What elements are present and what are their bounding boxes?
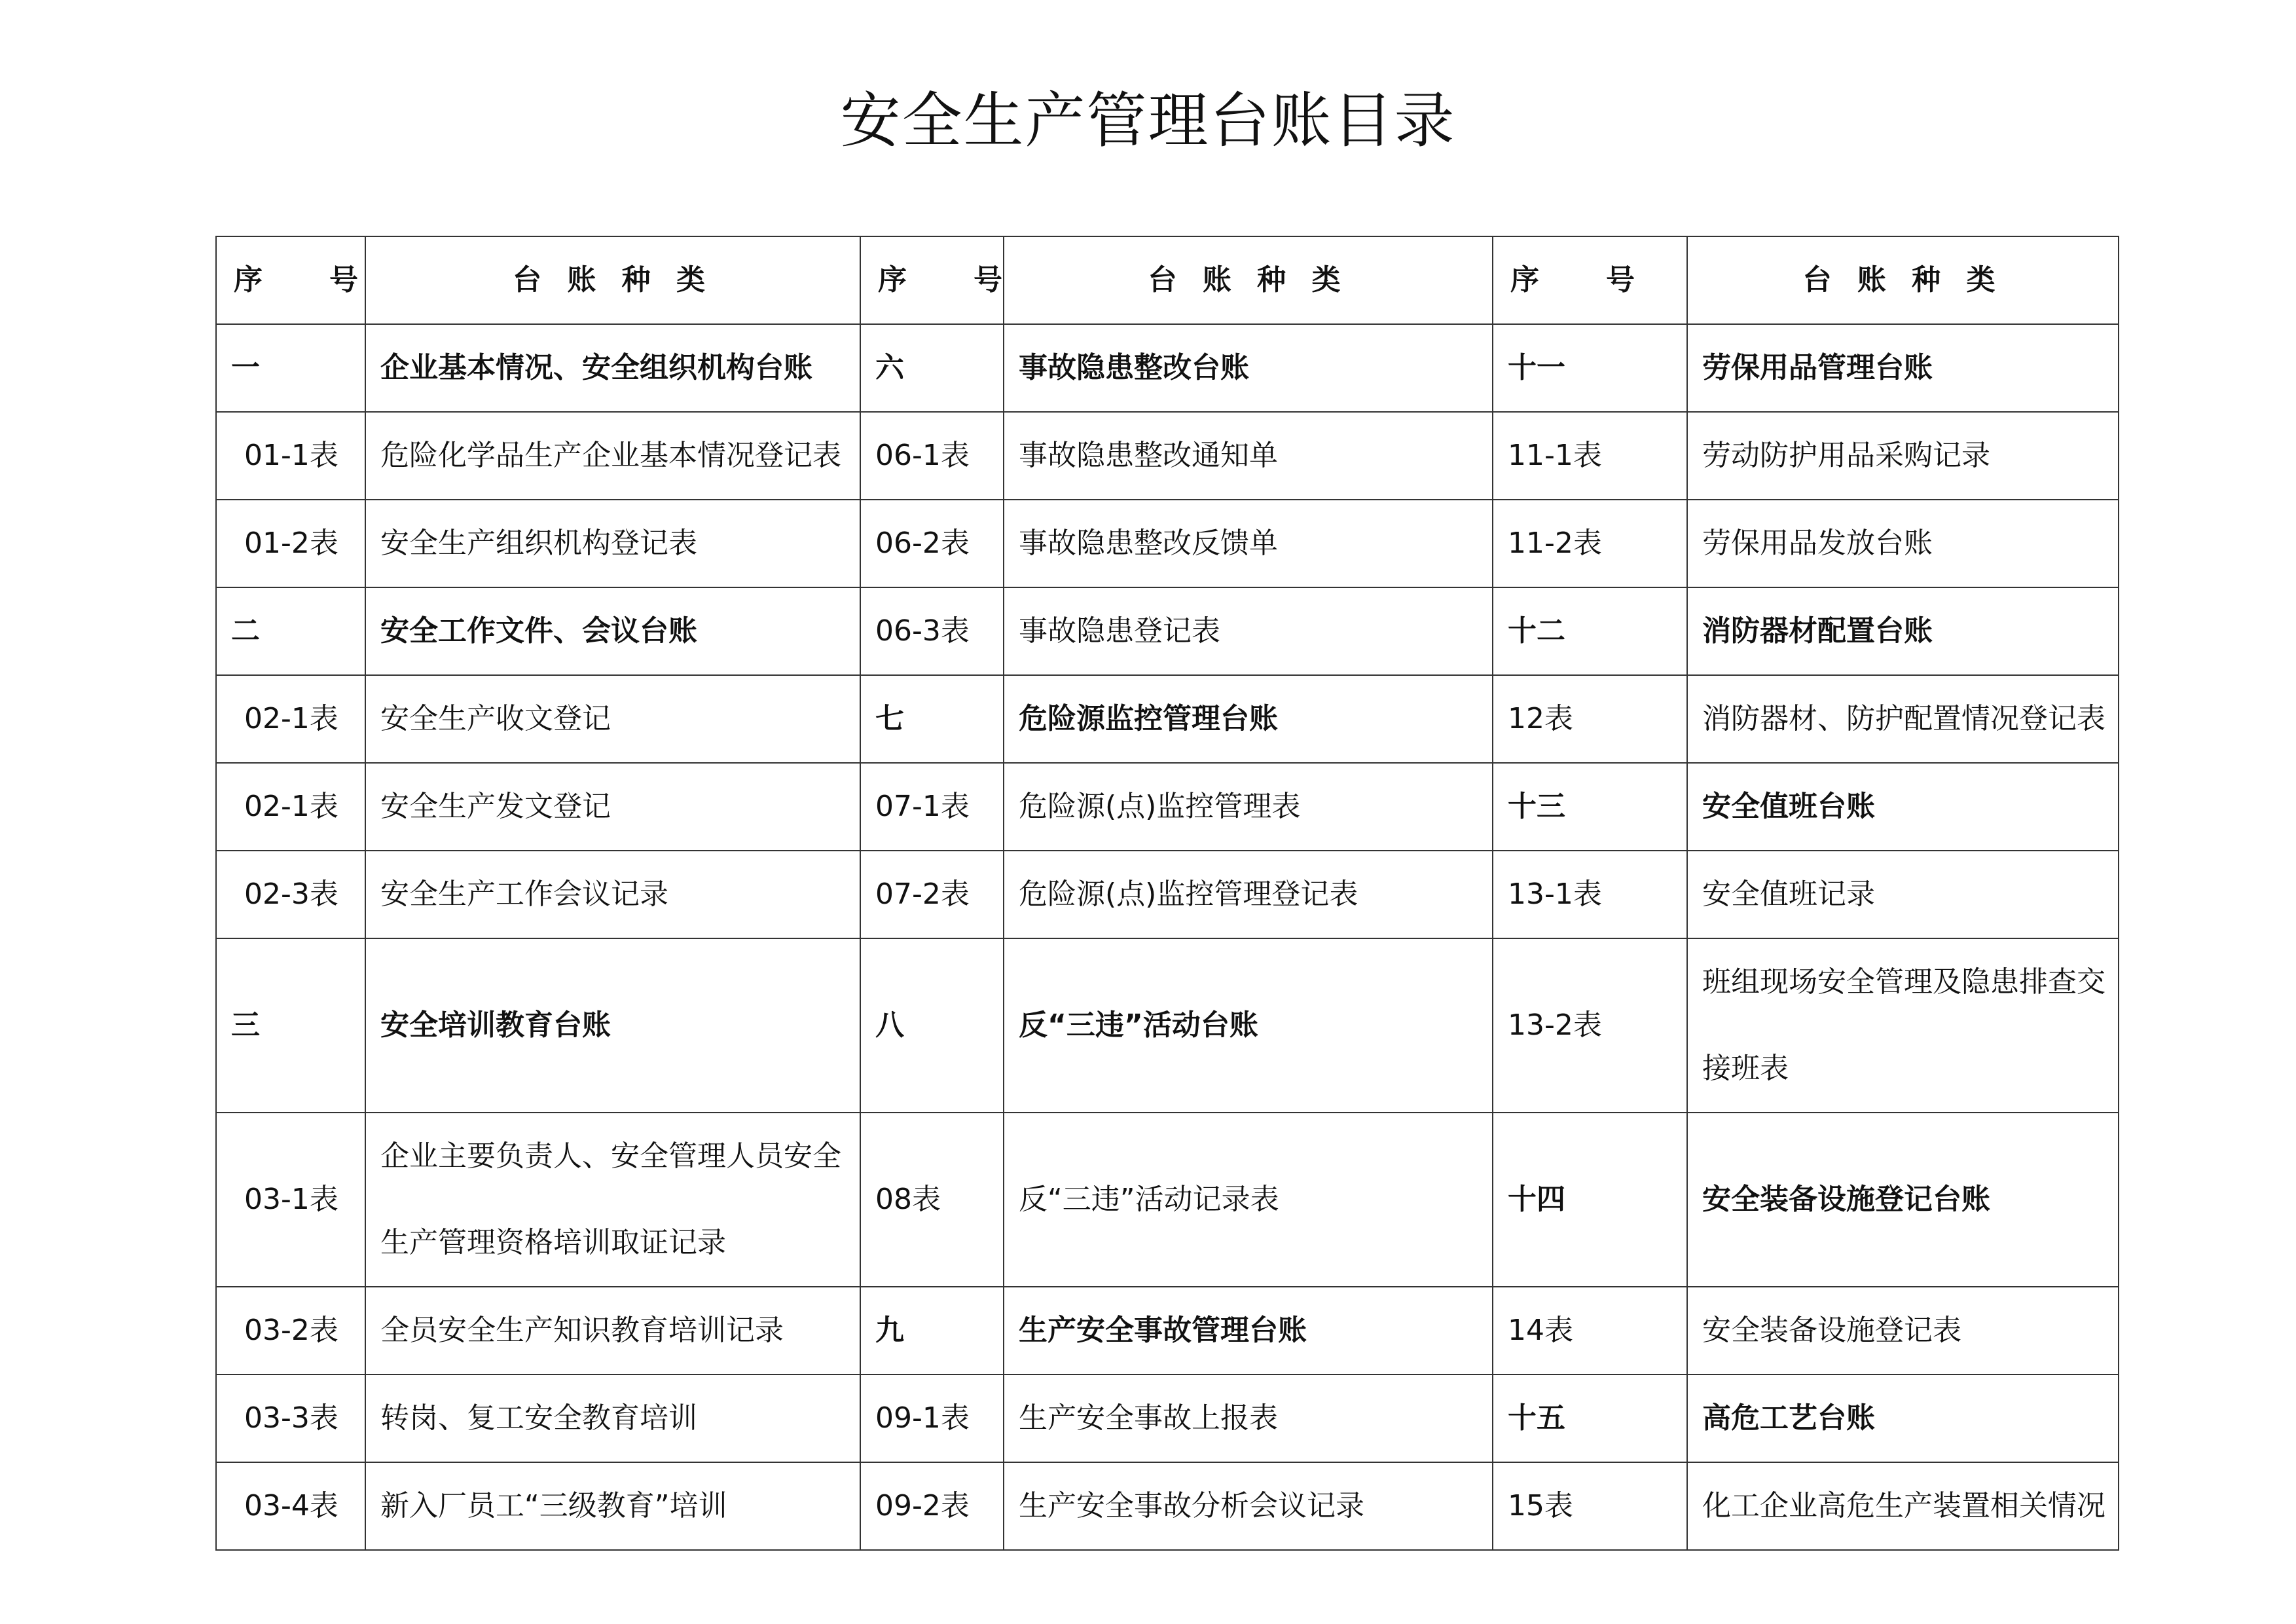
ledger-type-cell: 劳动防护用品采购记录: [1687, 412, 2119, 500]
seq-no-cell: 14表: [1493, 1287, 1687, 1375]
seq-no-cell: 03-2表: [216, 1287, 365, 1375]
table-row: [216, 938, 2119, 1113]
seq-no-cell: 一: [216, 324, 365, 412]
ledger-type-cell: 事故隐患整改通知单: [1004, 412, 1493, 500]
ledger-type-cell: 劳保用品管理台账: [1687, 324, 2119, 412]
seq-no-cell: 二: [216, 587, 365, 675]
seq-no-cell: 九: [860, 1287, 1004, 1375]
table-row: [216, 324, 2119, 412]
header-seq-2: [860, 236, 1010, 324]
table-row: [216, 851, 2119, 938]
table-row: [216, 412, 2119, 500]
table-row: [216, 675, 2119, 763]
table-row: [216, 1462, 2119, 1550]
ledger-type-cell: 劳保用品发放台账: [1687, 500, 2119, 587]
seq-no-cell: 02-1表: [216, 675, 365, 763]
ledger-type-cell: 转岗、复工安全教育培训: [365, 1375, 860, 1462]
header-seq-char: 序: [878, 263, 915, 297]
seq-no-cell: 13-2表: [1493, 938, 1687, 1113]
header-hao-char: 号: [329, 263, 366, 297]
seq-no-cell: 06-1表: [860, 412, 1004, 500]
seq-no-cell: 06-2表: [860, 500, 1004, 587]
seq-no-cell: 02-1表: [216, 763, 365, 851]
seq-no-cell: 03-3表: [216, 1375, 365, 1462]
ledger-type-cell: 安全生产收文登记: [365, 675, 860, 763]
ledger-type-cell: 企业基本情况、安全组织机构台账: [365, 324, 860, 412]
ledger-type-cell: 安全装备设施登记表: [1687, 1287, 2119, 1375]
seq-no-cell: 十一: [1493, 324, 1687, 412]
ledger-type-cell: 高危工艺台账: [1687, 1375, 2119, 1462]
ledger-directory-table: [215, 236, 2119, 1551]
ledger-type-cell: 新入厂员工“三级教育”培训: [365, 1462, 860, 1550]
ledger-type-cell: 危险化学品生产企业基本情况登记表: [365, 412, 860, 500]
ledger-type-cell: 企业主要负责人、安全管理人员安全生产管理资格培训取证记录: [365, 1113, 860, 1287]
seq-no-cell: 08表: [860, 1113, 1004, 1287]
seq-no-cell: 十四: [1493, 1113, 1687, 1287]
ledger-type-cell: 安全生产组织机构登记表: [365, 500, 860, 587]
ledger-type-cell: 反“三违”活动台账: [1004, 938, 1493, 1113]
header-type-3: 台 账 种 类: [1687, 236, 2119, 324]
ledger-type-cell: 班组现场安全管理及隐患排查交接班表: [1687, 938, 2119, 1113]
ledger-type-cell: 消防器材配置台账: [1687, 587, 2119, 675]
ledger-type-cell: 安全培训教育台账: [365, 938, 860, 1113]
ledger-type-cell: 危险源监控管理台账: [1004, 675, 1493, 763]
table-row: [216, 500, 2119, 587]
seq-no-cell: 12表: [1493, 675, 1687, 763]
ledger-type-cell: 安全值班台账: [1687, 763, 2119, 851]
header-type-2: 台 账 种 类: [1004, 236, 1493, 324]
ledger-type-cell: 安全装备设施登记台账: [1687, 1113, 2119, 1287]
ledger-type-cell: 事故隐患整改台账: [1004, 324, 1493, 412]
seq-no-cell: 十三: [1493, 763, 1687, 851]
seq-no-cell: 07-2表: [860, 851, 1004, 938]
ledger-type-cell: 生产安全事故管理台账: [1004, 1287, 1493, 1375]
header-type-1: 台 账 种 类: [365, 236, 860, 324]
ledger-type-cell: 安全工作文件、会议台账: [365, 587, 860, 675]
ledger-type-cell: 危险源(点)监控管理表: [1004, 763, 1493, 851]
ledger-type-cell: 危险源(点)监控管理登记表: [1004, 851, 1493, 938]
header-seq-3: [1493, 236, 1687, 324]
seq-no-cell: 03-4表: [216, 1462, 365, 1550]
page-title: 安全生产管理台账目录: [840, 86, 1456, 156]
seq-no-cell: 十二: [1493, 587, 1687, 675]
header-seq-char: 序: [1510, 263, 1547, 297]
ledger-type-cell: 生产安全事故上报表: [1004, 1375, 1493, 1462]
table-row: [216, 1287, 2119, 1375]
seq-no-cell: 15表: [1493, 1462, 1687, 1550]
header-seq-1: [216, 236, 365, 324]
seq-no-cell: 13-1表: [1493, 851, 1687, 938]
seq-no-cell: 11-1表: [1493, 412, 1687, 500]
header-hao-char: 号: [974, 263, 1010, 297]
ledger-type-cell: 安全生产工作会议记录: [365, 851, 860, 938]
seq-no-cell: 11-2表: [1493, 500, 1687, 587]
ledger-type-cell: 生产安全事故分析会议记录: [1004, 1462, 1493, 1550]
ledger-type-cell: 消防器材、防护配置情况登记表: [1687, 675, 2119, 763]
seq-no-cell: 六: [860, 324, 1004, 412]
seq-no-cell: 01-2表: [216, 500, 365, 587]
ledger-type-cell: 化工企业高危生产装置相关情况: [1687, 1462, 2119, 1550]
seq-no-cell: 03-1表: [216, 1113, 365, 1287]
ledger-type-cell: 事故隐患整改反馈单: [1004, 500, 1493, 587]
ledger-type-cell: 反“三违”活动记录表: [1004, 1113, 1493, 1287]
ledger-type-cell: 全员安全生产知识教育培训记录: [365, 1287, 860, 1375]
ledger-type-cell: 事故隐患登记表: [1004, 587, 1493, 675]
table-row: [216, 1375, 2119, 1462]
ledger-body: [216, 324, 2119, 1550]
table-row: [216, 763, 2119, 851]
seq-no-cell: 06-3表: [860, 587, 1004, 675]
table-row: [216, 1113, 2119, 1287]
table-row: [216, 587, 2119, 675]
ledger-type-cell: 安全值班记录: [1687, 851, 2119, 938]
header-hao-char: 号: [1606, 263, 1643, 297]
seq-no-cell: 三: [216, 938, 365, 1113]
header-seq-char: 序: [234, 263, 270, 297]
seq-no-cell: 09-2表: [860, 1462, 1004, 1550]
seq-no-cell: 十五: [1493, 1375, 1687, 1462]
header-row: [216, 236, 2119, 324]
seq-no-cell: 01-1表: [216, 412, 365, 500]
seq-no-cell: 七: [860, 675, 1004, 763]
seq-no-cell: 02-3表: [216, 851, 365, 938]
seq-no-cell: 09-1表: [860, 1375, 1004, 1462]
seq-no-cell: 07-1表: [860, 763, 1004, 851]
ledger-type-cell: 安全生产发文登记: [365, 763, 860, 851]
seq-no-cell: 八: [860, 938, 1004, 1113]
